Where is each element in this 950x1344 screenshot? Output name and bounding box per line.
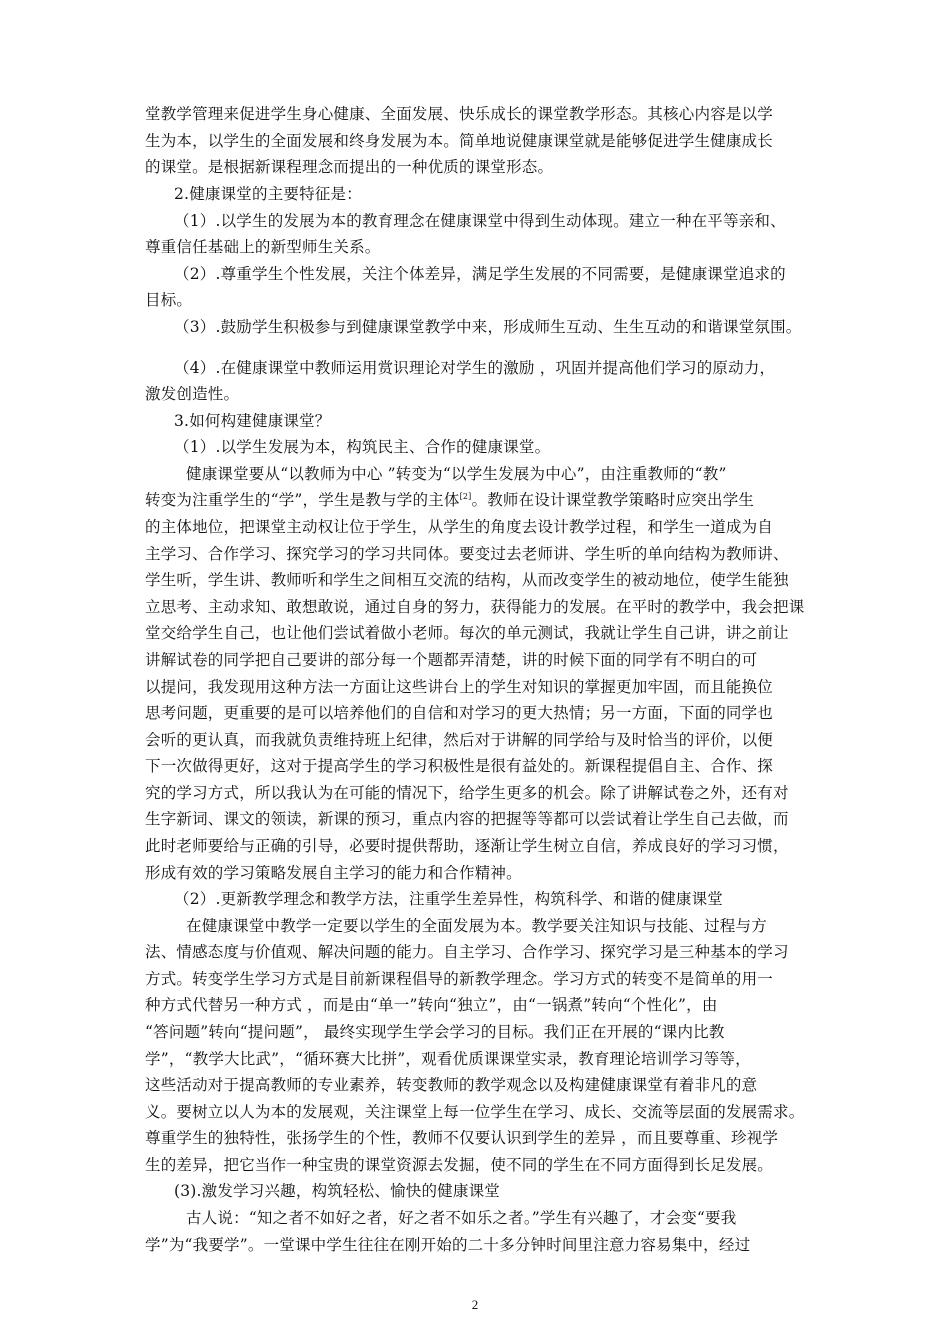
text-line: 以提问，我发现用这种方法一方面让这些讲台上的学生对知识的掌握更加牢固，而且能换位: [145, 678, 774, 696]
text-line: 下一次做得更好，这对于提高学生的学习积极性是很有益处的。新课程提倡自主、合作、探: [145, 757, 774, 775]
citation-mark: [2]: [459, 491, 472, 501]
text-line: 在健康课堂中教学一定要以学生的全面发展为本。教学要关注知识与技能、过程与方: [186, 917, 767, 935]
text-line: 义。要树立以人为本的发展观，关注课堂上每一位学生在学习、成长、交流等层面的发展需求。: [145, 1103, 805, 1121]
text-line: 主学习、合作学习、探究学习的学习共同体。要变过去老师讲、学生听的单向结构为教师讲、: [145, 545, 789, 563]
text-line: 究的学习方式，所以我认为在可能的情况下，给学生更多的机会。除了讲解试卷之外，还有对: [145, 784, 789, 802]
text-line: [145, 490, 754, 510]
text-line: 这些活动对于提高教师的专业素养，转变教师的教学观念以及构建健康课堂有着非凡的意: [145, 1076, 758, 1094]
text-line: 思考问题，更重要的是可以培养他们的自信和对学习的更大热情；另一方面，下面的同学也: [145, 704, 774, 722]
text-line: （4）.在健康课堂中教师运用赏识理论对学生的激励 ，巩固并提高他们学习的原动力，: [174, 359, 776, 377]
text-line: 2.健康课堂的主要特征是：: [174, 185, 362, 203]
text-line: （1）.以学生的发展为本的教育理念在健康课堂中得到生动体现。建立一种在平等亲和、: [174, 212, 786, 230]
text-line: 法、情感态度与价值观、解决问题的能力。自主学习、合作学习、探究学习是三种基本的学习: [145, 943, 789, 961]
text-line: 3.如何构建健康课堂？: [174, 412, 331, 430]
text-line: （3）.鼓励学生积极参与到健康课堂教学中来，形成师生互动、生生互动的和谐课堂氛围。: [174, 318, 802, 336]
text-line: 种方式代替另一种方式 ，而是由“单一”转向“独立”，由“一锅煮”转向“个性化”，由: [145, 996, 718, 1014]
text-line: 古人说：“知之者不如好之者，好之者不如乐之者。”学生有兴趣了，才会变“要我: [186, 1209, 737, 1227]
text-span: 。教师在设计课堂教学策略时应突出学生: [471, 491, 755, 509]
text-line: 激发创造性。: [145, 385, 240, 403]
text-line: 堂教学管理来促进学生身心健康、全面发展、快乐成长的课堂教学形态。其核心内容是以学: [145, 105, 774, 123]
text-line: 方式。转变学生学习方式是目前新课程倡导的新教学理念。学习方式的转变不是简单的用一: [145, 970, 774, 988]
text-line: 学”为“我要学”。一堂课中学生往往在刚开始的二十多分钟时间里注意力容易集中，经过: [145, 1236, 751, 1254]
text-line: 目标。: [145, 291, 193, 309]
text-line: 讲解试卷的同学把自己要讲的部分每一个题都弄清楚，讲的时候下面的同学有不明白的可: [145, 651, 758, 669]
text-line: 此时老师要给与正确的引导，必要时提供帮助，逐渐让学生树立自信，养成良好的学习习惯，: [145, 837, 789, 855]
text-line: 会听的更认真，而我就负责维持班上纪律，然后对于讲解的同学给与及时恰当的评价，以便: [145, 731, 774, 749]
text-line: （2）.更新教学理念和教学方法，注重学生差异性，构筑科学、和谐的健康课堂: [174, 890, 723, 908]
text-line: 立思考、主动求知、敢想敢说，通过自身的努力，获得能力的发展。在平时的教学中，我会把课: [145, 598, 805, 616]
text-line: （1）.以学生发展为本，构筑民主、合作的健康课堂。: [174, 438, 551, 456]
text-line: 堂交给学生自己，也让他们尝试着做小老师。每次的单元测试，我就让学生自己讲，讲之前让: [145, 624, 789, 642]
text-line: 尊重学生的独特性，张扬学生的个性，教师不仅要认识到学生的差异 ，而且要尊重、珍视学: [145, 1129, 779, 1147]
text-line: 生为本，以学生的全面发展和终身发展为本。简单地说健康课堂就是能够促进学生健康成长: [145, 132, 774, 150]
text-line: 尊重信任基础上的新型师生关系。: [145, 238, 381, 256]
text-line: 学”，“教学大比武”，“循环赛大比拼”，观看优质课课堂实录，教育理论培训学习等等，: [145, 1050, 751, 1068]
text-line: 的课堂。是根据新课程理念而提出的一种优质的课堂形态。: [145, 158, 554, 176]
text-line: 形成有效的学习策略发展自主学习的能力和合作精神。: [145, 864, 522, 882]
text-line: (3).激发学习兴趣，构筑轻松、愉快的健康课堂: [174, 1182, 500, 1200]
text-span: 转变为注重学生的“学”，学生是教与学的主体: [145, 491, 460, 509]
text-line: 生的差异，把它当作一种宝贵的课堂资源去发掘，使不同的学生在不同方面得到长足发展。: [145, 1156, 774, 1174]
text-line: 健康课堂要从“以教师为中心 ”转变为“以学生发展为中心”，由注重教师的“教”: [186, 465, 727, 483]
text-line: 的主体地位，把课堂主动权让位于学生，从学生的角度去设计教学过程，和学生一道成为自: [145, 518, 774, 536]
page-number: 2: [471, 1297, 479, 1312]
text-line: “答问题”转向“提问题”， 最终实现学生学会学习的目标。我们正在开展的“课内比教: [145, 1023, 725, 1041]
text-line: 学生听，学生讲、教师听和学生之间相互交流的结构，从而改变学生的被动地位，使学生能独: [145, 571, 789, 589]
text-line: 生字新词、课文的领读，新课的预习，重点内容的把握等等都可以尝试着让学生自己去做，而: [145, 810, 789, 828]
text-line: （2）.尊重学生个性发展，关注个体差异，满足学生发展的不同需要，是健康课堂追求的: [174, 265, 786, 283]
